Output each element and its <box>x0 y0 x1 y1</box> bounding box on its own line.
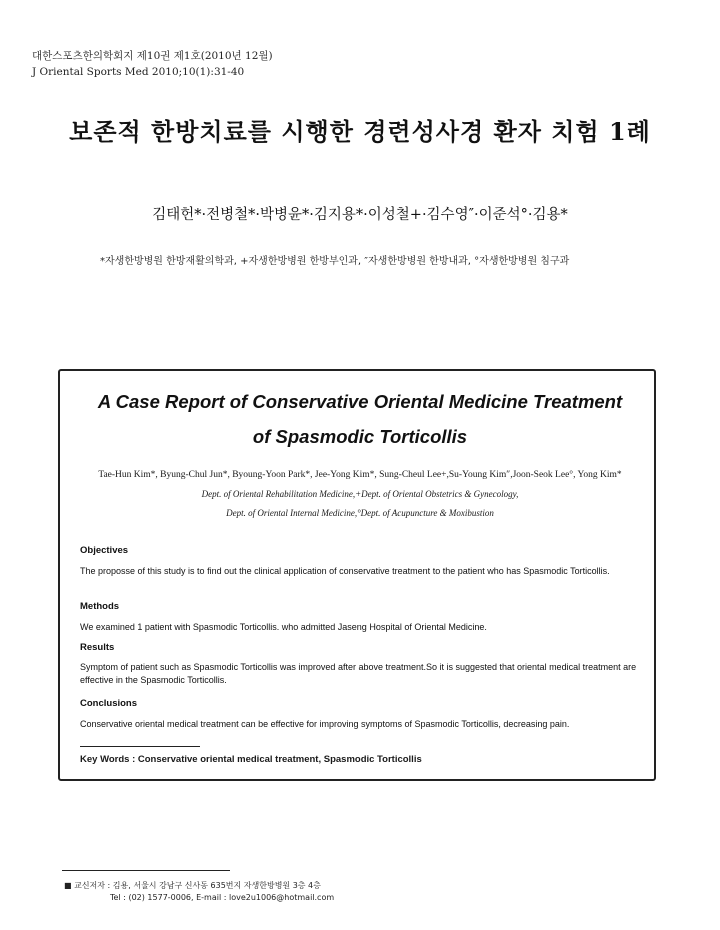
footnote-address: ■ 교신저자 : 김용, 서울시 강남구 신사동 635번지 자생한방병원 3층 4층 <box>64 881 321 890</box>
corresponding-author-footnote <box>64 880 334 904</box>
english-affiliation-1: Dept. of Oriental Rehabilitation Medicine,+Dept. of Oriental Obstetrics & Gynecology, <box>201 489 519 499</box>
korean-affiliations: *자생한방병원 한방재활의학과, +자생한방병원 한방부인과, ″자생한방병원 한방내과, °자생한방병원 침구과 <box>100 256 570 267</box>
english-title-line2: of Spasmodic Torticollis <box>252 426 468 447</box>
journal-citation-english: J Oriental Sports Med 2010;10(1):31-40 <box>32 66 245 78</box>
conclusions-heading: Conclusions <box>80 698 138 709</box>
keywords-divider <box>80 746 200 747</box>
methods-heading: Methods <box>80 601 120 612</box>
korean-title: 보존적 한방치료를 시행한 경련성사경 환자 치험 1례 <box>69 117 651 146</box>
english-title-line1: A Case Report of Conservative Oriental Medicine Treatment <box>97 391 623 412</box>
korean-authors: 김태헌*·전병철*·박병윤*·김지용*·이성철+·김수영″·이준석°·김용* <box>152 207 568 223</box>
footnote-divider <box>62 870 230 871</box>
conclusions-text: Conservative oriental medical treatment can be effective for improving symptoms of Spasmodic Torticollis, decreasing pain. <box>80 719 570 729</box>
results-heading: Results <box>80 642 115 653</box>
objectives-heading: Objectives <box>80 545 129 556</box>
english-affiliation-2: Dept. of Oriental Internal Medicine,°Dept. of Acupuncture & Moxibustion <box>226 508 494 518</box>
results-text: Symptom of patient such as Spasmodic Torticollis was improved after above treatment.So it is suggested that oriental medical treatment are effective in the Spasmodic Torticollis. <box>80 662 637 685</box>
keywords: Key Words : Conservative oriental medical treatment, Spasmodic Torticollis <box>80 754 422 765</box>
objectives-text: The proposse of this study is to find out the clinical application of conservative treatment to the patient who has Spasmodic Torticollis. <box>80 566 610 576</box>
methods-text: We examined 1 patient with Spasmodic Torticollis. who admitted Jaseng Hospital of Oriental Medicine. <box>80 622 487 632</box>
english-authors: Tae-Hun Kim*, Byung-Chul Jun*, Byoung-Yoon Park*, Jee-Yong Kim*, Sung-Cheul Lee+,Su-Young Kim″,Joon-Seok Lee°, Yong Kim* <box>98 470 622 480</box>
footnote-contact: Tel : (02) 1577-0006, E-mail : love2u1006@hotmail.com <box>110 893 335 902</box>
journal-citation-korean: 대한스포츠한의학회지 제10권 제1호(2010년 12월) <box>32 50 273 62</box>
journal-citation <box>32 48 273 80</box>
